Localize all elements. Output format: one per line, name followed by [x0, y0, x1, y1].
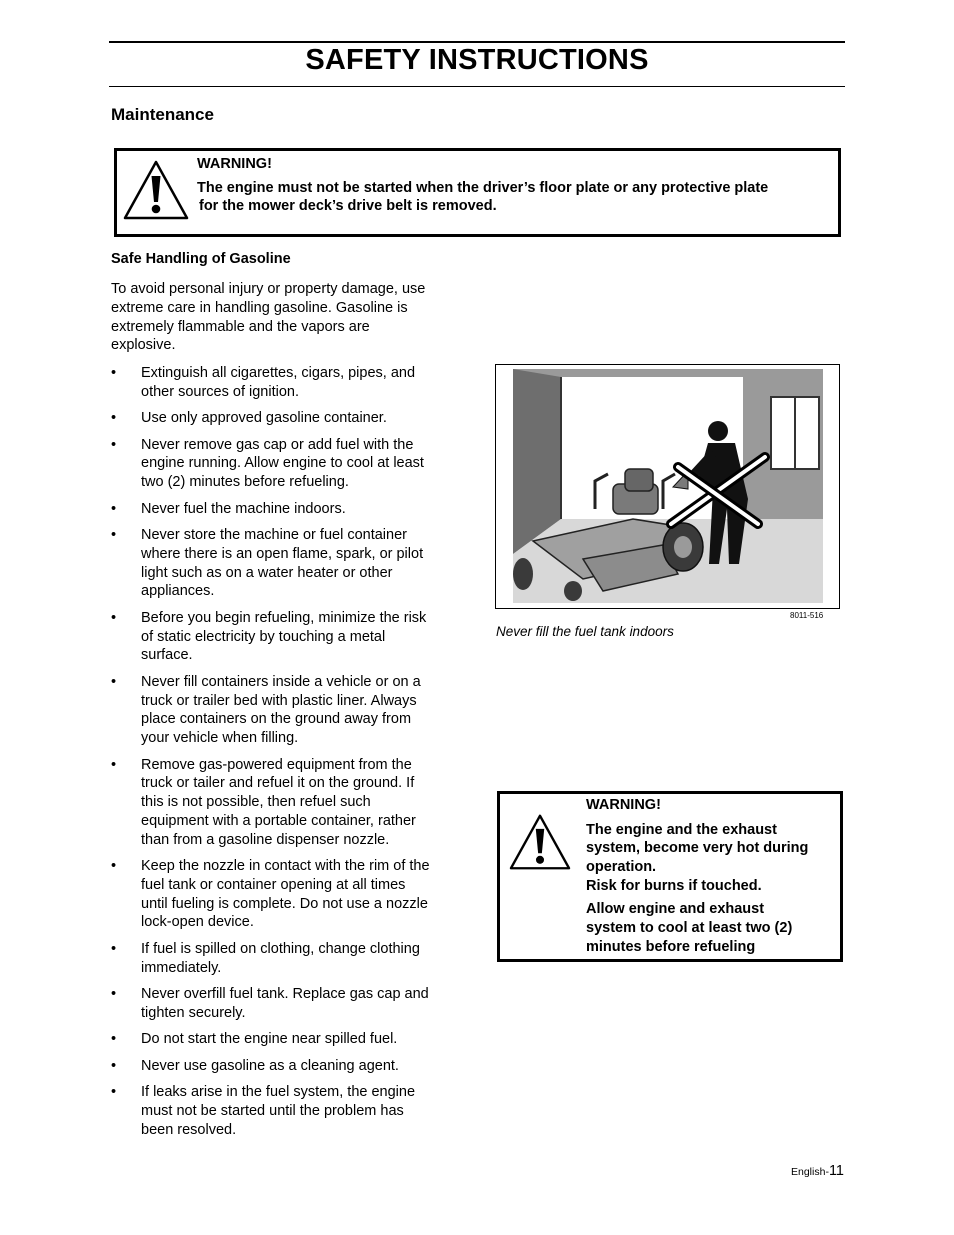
list-item	[111, 500, 431, 519]
list-item-text: Keep the nozzle in contact with the rim of the fuel tank or container opening at all times until fueling is complete. Do not use a nozzle lock-open device.	[141, 858, 430, 931]
list-item-text: If leaks arise in the fuel system, the engine must not be started until the problem has been resolved.	[141, 1084, 416, 1138]
warning-text-line: The engine must not be started when the driver’s floor plate or any protective plate	[197, 180, 769, 196]
bullet-marker: •	[111, 365, 117, 381]
list-item-text: Never fill containers inside a vehicle or on a truck or trailer bed with plastic liner. Always place containers on the ground away from your vehicle when filling.	[141, 673, 421, 747]
bullet-marker: •	[111, 1031, 117, 1048]
warning-box	[114, 148, 841, 237]
safety-bullet-list	[111, 364, 431, 1147]
figure-frame	[495, 364, 840, 609]
bullet-marker: •	[111, 526, 117, 543]
footer-language: English-	[791, 1166, 829, 1178]
list-item-text: Remove gas-powered equipment from the truck or tailer and refuel it on the ground. If this is not possible, then refuel such equipment with a portable container, rather than from a gasoline dispenser nozzle.	[141, 756, 416, 848]
bullet-marker: •	[111, 940, 117, 957]
page-footer	[791, 1163, 844, 1179]
warning-text-line: operation.	[586, 859, 657, 875]
title-underline	[109, 86, 845, 87]
warning-text-line: The engine and the exhaust	[586, 822, 777, 838]
list-item	[111, 409, 431, 428]
warning-label: WARNING!	[586, 797, 661, 813]
list-item	[111, 756, 431, 850]
list-item	[111, 985, 431, 1023]
warning-text-line: system, become very hot during	[586, 840, 809, 856]
list-item	[111, 1057, 431, 1076]
list-item	[111, 1083, 431, 1139]
warning-text-line: Allow engine and exhaust	[586, 901, 765, 917]
warning-text-line: minutes before refueling	[586, 939, 756, 955]
list-item-text: Never use gasoline as a cleaning agent.	[141, 1057, 399, 1074]
warning-label: WARNING!	[197, 156, 272, 172]
subsection-heading: Safe Handling of Gasoline	[111, 251, 291, 267]
refueling-indoors-illustration	[513, 369, 823, 603]
bullet-marker: •	[111, 673, 117, 690]
list-item-text: Never store the machine or fuel container where there is an open flame, spark, or pilot light such as on a water heater or other appliances.	[141, 526, 424, 600]
list-item-text: Never fuel the machine indoors.	[141, 500, 346, 517]
list-item	[111, 1030, 431, 1049]
top-rule	[109, 41, 845, 43]
list-item-text: Do not start the engine near spilled fuel.	[141, 1031, 398, 1048]
bullet-marker: •	[111, 986, 117, 1003]
list-item-text: Never overfill fuel tank. Replace gas cap and tighten securely.	[141, 986, 429, 1021]
bullet-marker: •	[111, 858, 117, 875]
list-item-text: If fuel is spilled on clothing, change clothing immediately.	[141, 940, 420, 976]
bullet-marker: •	[111, 436, 117, 453]
intro-paragraph: To avoid personal injury or property damage, use extreme care in handling gasoline. Gasoline is extremely flammable and the vapors are explosive.	[111, 281, 426, 354]
section-heading: Maintenance	[111, 105, 214, 124]
list-item-text: Never remove gas cap or add fuel with the engine running. Allow engine to cool at least two (2) minutes before refueling.	[141, 436, 424, 491]
warning-triangle-icon	[122, 158, 190, 222]
list-item	[111, 364, 431, 402]
warning-text-line: for the mower deck’s drive belt is removed.	[199, 198, 497, 214]
list-item	[111, 857, 431, 932]
bullet-marker: •	[111, 500, 117, 517]
list-item-text: Before you begin refueling, minimize the risk of static electricity by touching a metal surface.	[141, 609, 427, 664]
bullet-marker: •	[111, 1084, 117, 1101]
list-item	[111, 526, 431, 601]
warning-triangle-icon	[507, 812, 573, 872]
list-item-text: Use only approved gasoline container.	[141, 410, 387, 427]
bullet-marker: •	[111, 609, 117, 626]
warning-box	[497, 791, 843, 962]
bullet-marker: •	[111, 410, 117, 427]
bullet-marker: •	[111, 1057, 117, 1074]
page-number: 11	[828, 1163, 844, 1179]
page-title: SAFETY INSTRUCTIONS	[305, 44, 649, 76]
list-item	[111, 940, 431, 978]
list-item	[111, 436, 431, 492]
list-item	[111, 673, 431, 748]
list-item-text: Extinguish all cigarettes, cigars, pipes, and other sources of ignition.	[141, 365, 416, 400]
warning-text-line: Risk for burns if touched.	[586, 878, 762, 894]
bullet-marker: •	[111, 756, 117, 773]
figure-caption: Never fill the fuel tank indoors	[496, 624, 674, 639]
figure-code: 8011-516	[790, 611, 824, 620]
warning-text-line: system to cool at least two (2)	[586, 920, 793, 936]
list-item	[111, 609, 431, 665]
